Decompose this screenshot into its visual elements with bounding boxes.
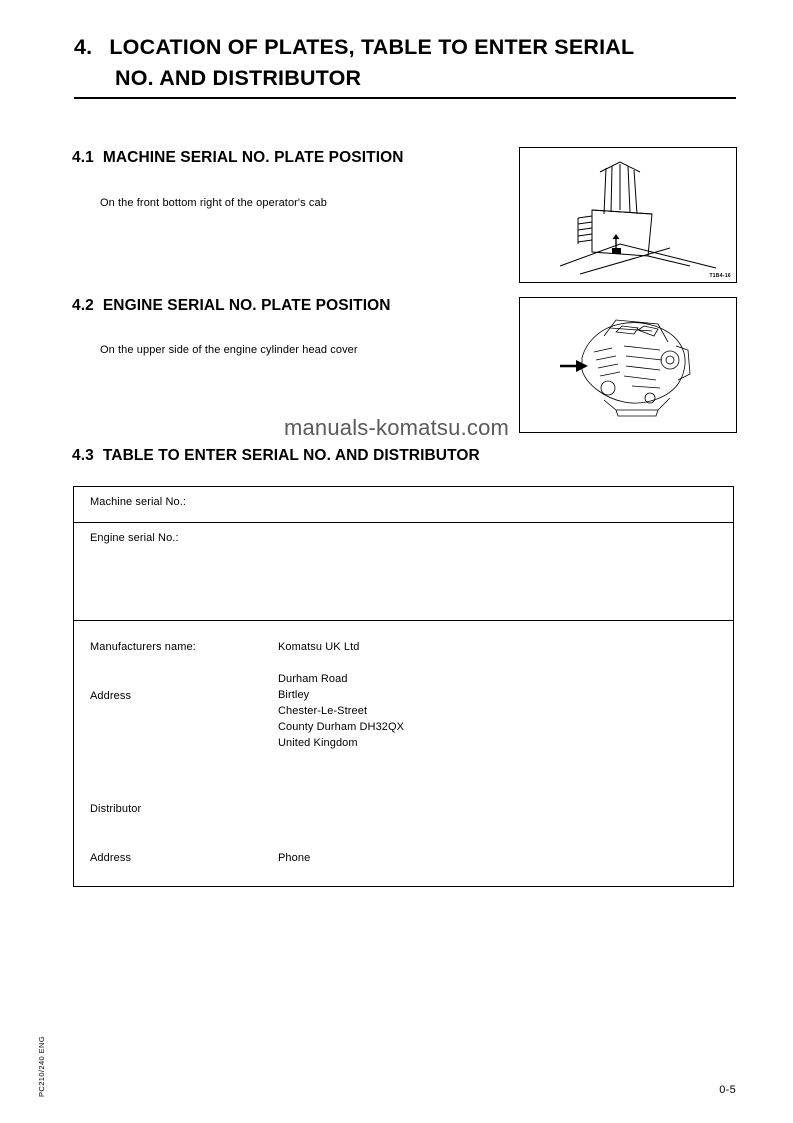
section-title-4-3: TABLE TO ENTER SERIAL NO. AND DISTRIBUTOR	[102, 447, 480, 464]
distributor-address-label: Address	[90, 852, 132, 864]
arrow-icon	[560, 360, 588, 372]
section-heading-4-1	[72, 149, 404, 167]
manufacturer-address-line: Chester-Le-Street	[278, 705, 368, 717]
manufacturer-address-line: Birtley	[278, 689, 310, 701]
form-row-manufacturer-distributor	[74, 621, 733, 886]
manufacturer-address-line: County Durham DH32QX	[278, 721, 405, 733]
manufacturer-name-value: Komatsu UK Ltd	[278, 641, 360, 653]
engine-serial-label: Engine serial No.:	[90, 532, 179, 544]
section-number-4-2: 4.2	[72, 297, 94, 314]
section-title-4-2: ENGINE SERIAL NO. PLATE POSITION	[102, 297, 391, 314]
section-number-4-3: 4.3	[72, 447, 94, 464]
chapter-heading	[74, 32, 736, 99]
operator-cab-serial-plate-diagram	[520, 148, 736, 282]
machine-serial-label: Machine serial No.:	[90, 496, 187, 508]
section-heading-4-2	[72, 297, 391, 315]
chapter-title-line-1: LOCATION OF PLATES, TABLE TO ENTER SERIAL	[109, 35, 635, 59]
section-title-4-1: MACHINE SERIAL NO. PLATE POSITION	[102, 149, 404, 166]
manufacturer-address-lines	[278, 671, 404, 751]
manufacturer-name-row	[74, 639, 733, 656]
manufacturer-name-label: Manufacturers name:	[90, 641, 196, 653]
document-side-code: PC210/240 ENG	[37, 1035, 46, 1097]
section-body-4-2: On the upper side of the engine cylinder head cover	[100, 344, 358, 356]
distributor-phone-label: Phone	[278, 852, 311, 864]
form-row-machine-serial[interactable]	[74, 487, 733, 523]
distributor-label: Distributor	[90, 803, 142, 815]
chapter-heading-line-1	[74, 32, 736, 63]
engine-cylinder-head-serial-plate-diagram	[520, 298, 736, 432]
manufacturer-address-line: Durham Road	[278, 673, 348, 685]
chapter-heading-line-2: NO. AND DISTRIBUTOR	[115, 66, 362, 90]
serial-distributor-form-table	[73, 486, 734, 887]
form-row-engine-serial[interactable]	[74, 523, 733, 621]
distributor-row[interactable]	[74, 801, 733, 818]
figure-engine-serial-plate	[519, 297, 737, 433]
manufacturer-address-label: Address	[90, 690, 132, 702]
watermark-text: manuals-komatsu.com	[283, 415, 510, 440]
section-heading-4-3	[72, 447, 480, 465]
chapter-number: 4.	[74, 35, 93, 59]
section-number-4-1: 4.1	[72, 149, 94, 166]
page-number: 0-5	[719, 1084, 736, 1096]
manufacturer-address-line: United Kingdom	[278, 737, 358, 749]
section-body-4-1: On the front bottom right of the operator's cab	[100, 197, 327, 209]
figure-machine-serial-plate	[519, 147, 737, 283]
figure-code-4-1: T1B4-16	[709, 273, 731, 279]
distributor-address-row[interactable]	[74, 850, 733, 867]
